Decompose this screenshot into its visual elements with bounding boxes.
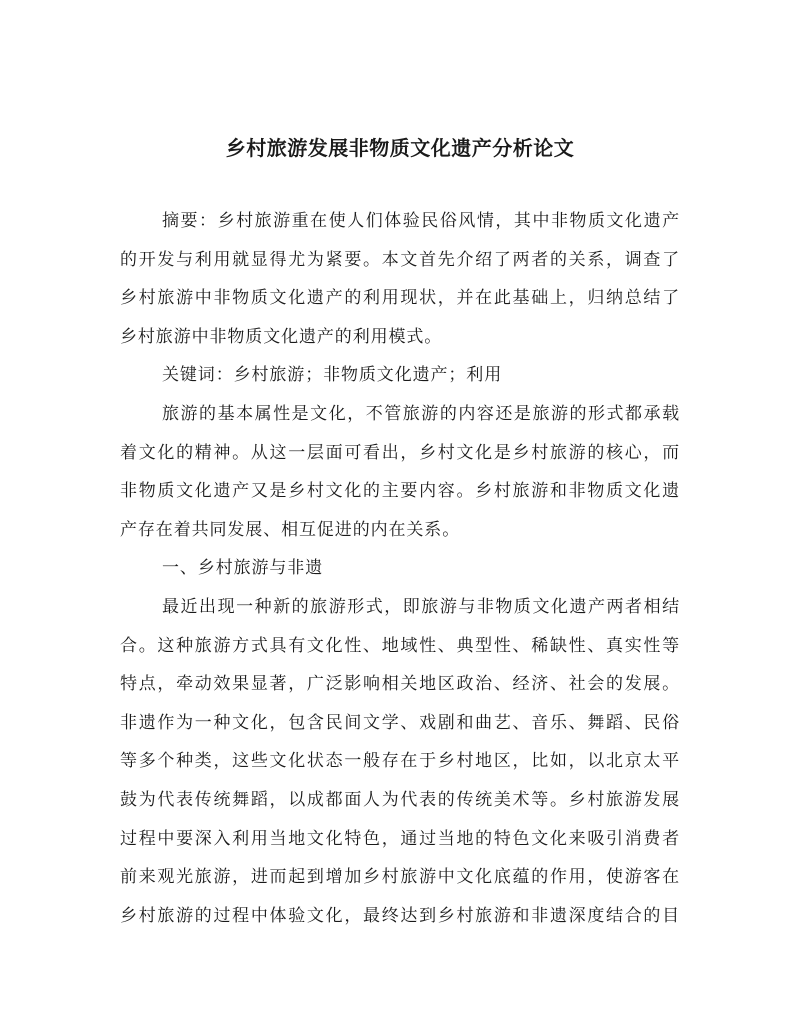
text-line: 非物质文化遗产又是乡村文化的主要内容。乡村旅游和非物质文化遗 (120, 481, 680, 502)
document-body (120, 202, 680, 935)
text-line: 旅游的基本属性是文化，不管旅游的内容还是旅游的形式都承载 (162, 403, 680, 424)
text-line: 着文化的精神。从这一层面可看出，乡村文化是乡村旅游的核心，而 (120, 442, 680, 463)
text-line: 乡村旅游中非物质文化遗产的利用模式。 (120, 326, 443, 347)
text-line: 乡村旅游中非物质文化遗产的利用现状，并在此基础上，归纳总结了 (120, 288, 680, 309)
text-line: 一、乡村旅游与非遗 (162, 558, 324, 579)
text-line: 鼓为代表传统舞蹈，以成都面人为代表的传统美术等。乡村旅游发展 (120, 789, 680, 810)
text-line: 过程中要深入利用当地文化特色，通过当地的特色文化来吸引消费者 (120, 828, 680, 849)
text-line: 最近出现一种新的旅游形式，即旅游与非物质文化遗产两者相结 (162, 596, 680, 617)
text-line: 关键词：乡村旅游；非物质文化遗产；利用 (162, 365, 503, 386)
text-line: 乡村旅游的过程中体验文化，最终达到乡村旅游和非遗深度结合的目 (120, 905, 680, 926)
text-line: 等多个种类，这些文化状态一般存在于乡村地区，比如，以北京太平 (120, 751, 680, 772)
text-line: 非遗作为一种文化，包含民间文学、戏剧和曲艺、音乐、舞蹈、民俗 (120, 712, 680, 733)
text-line: 摘要：乡村旅游重在使人们体验民俗风情，其中非物质文化遗产 (162, 211, 680, 231)
text-line: 前来观光旅游，进而起到增加乡村旅游中文化底蕴的作用，使游客在 (120, 867, 680, 888)
text-line: 产存在着共同发展、相互促进的内在关系。 (120, 519, 461, 540)
text-line: 合。这种旅游方式具有文化性、地域性、典型性、稀缺性、真实性等 (120, 635, 680, 656)
text-line: 特点，牵动效果显著，广泛影响相关地区政治、经济、社会的发展。 (120, 674, 680, 695)
document-title: 乡村旅游发展非物质文化遗产分析论文 (225, 136, 575, 160)
text-line: 的开发与利用就显得尤为紧要。本文首先介绍了两者的关系，调查了 (120, 249, 680, 270)
